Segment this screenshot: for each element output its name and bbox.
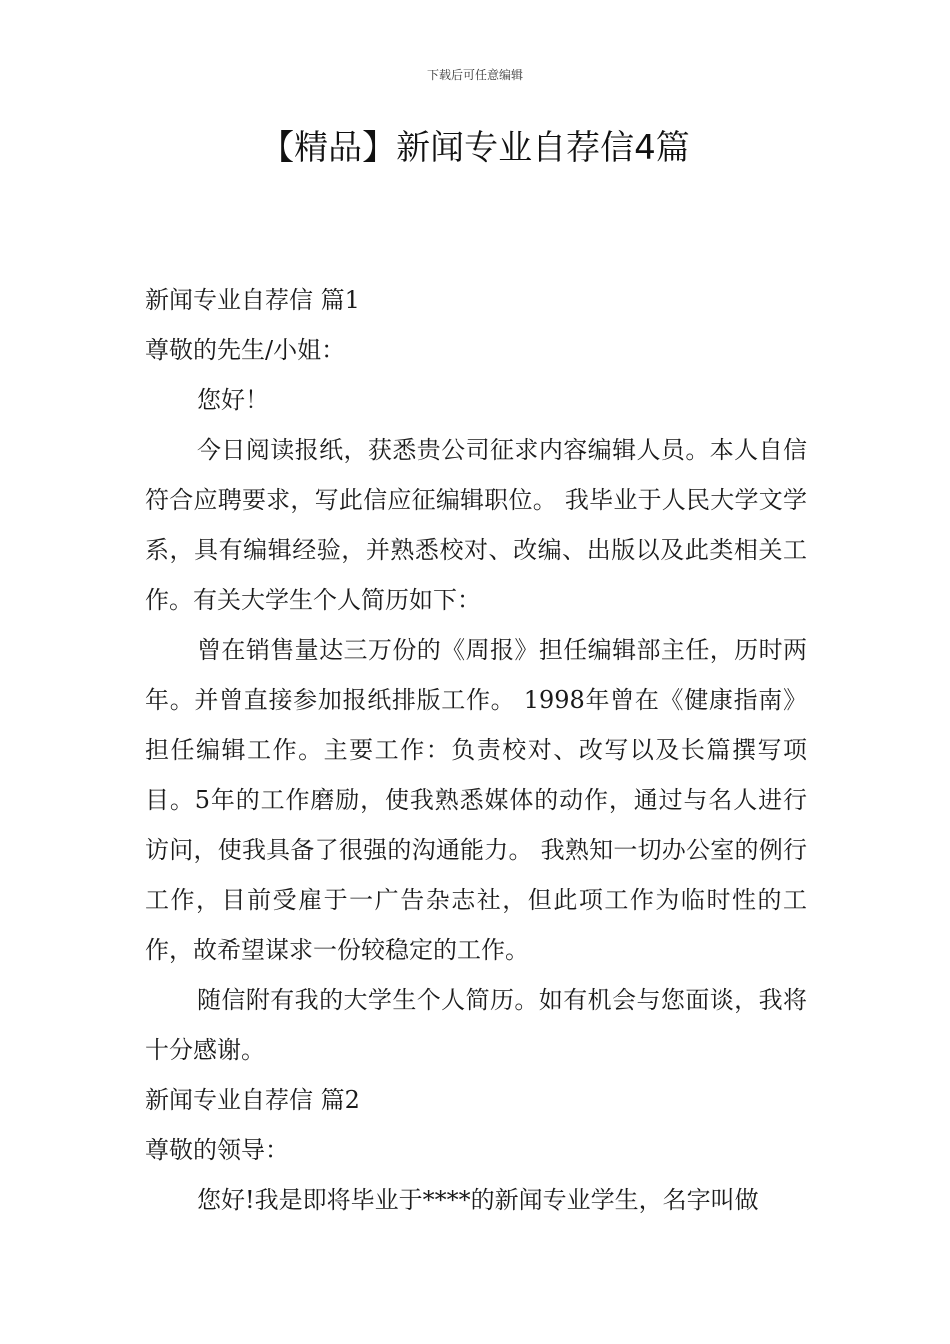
paragraph-closing: 随信附有我的大学生个人简历。如有机会与您面谈，我将十分感谢。 [145, 986, 807, 1064]
salutation-1: 尊敬的先生/小姐： [145, 336, 346, 364]
header-note: 下载后可任意编辑 [426, 68, 523, 82]
section-heading-1: 新闻专业自荐信 篇1 [145, 286, 360, 314]
document-title: 【精品】新闻专业自荐信4篇 [260, 128, 690, 168]
paragraph-intro: 今日阅读报纸，获悉贵公司征求内容编辑人员。本人自信符合应聘要求，写此信应征编辑职位。 我毕业于人民大学文学系，具有编辑经验，并熟悉校对、改编、出版以及此类相关工作。有关大学生个人简历如下： [145, 436, 807, 614]
salutation-2: 尊敬的领导： [145, 1136, 289, 1164]
document-body [145, 275, 807, 1225]
paragraph-experience: 曾在销售量达三万份的《周报》担任编辑部主任，历时两年。并曾直接参加报纸排版工作。 1998年曾在《健康指南》担任编辑工作。主要工作：负责校对、改写以及长篇撰写项目。5年的工作磨励，使我熟悉媒体的动作，通过与名人进行访问，使我具备了很强的沟通能力。 我熟知一切办公室的例行工作，目前受雇于一广告杂志社，但此项工作为临时性的工作，故希望谋求一份较稳定的工作。 [145, 636, 807, 964]
section-heading-2: 新闻专业自荐信 篇2 [145, 1086, 360, 1114]
greeting-2: 您好!我是即将毕业于****的新闻专业学生，名字叫做 [197, 1186, 759, 1214]
greeting-1: 您好！ [197, 386, 269, 414]
